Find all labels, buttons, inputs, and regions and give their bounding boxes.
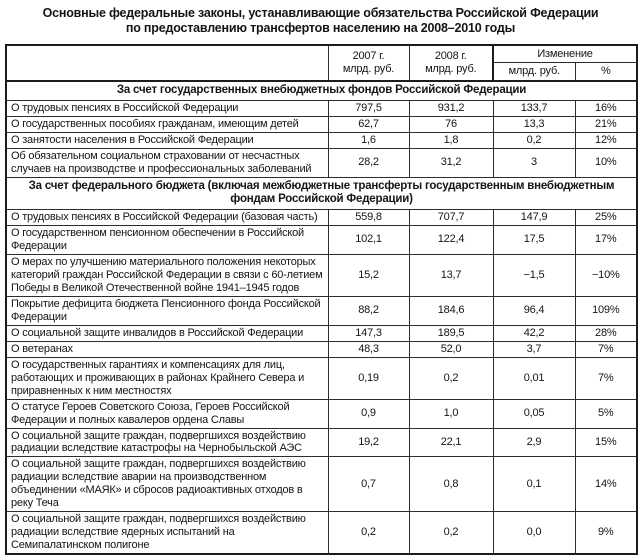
value-cell-change: 13,3 <box>493 116 575 132</box>
law-name-cell: О занятости населения в Российской Федерации <box>6 132 328 148</box>
value-cell-v2008: 931,2 <box>409 101 493 117</box>
value-cell-v2008: 0,2 <box>409 512 493 554</box>
value-cell-v2008: 0,8 <box>409 457 493 512</box>
value-cell-v2008: 22,1 <box>409 428 493 457</box>
section-header-row <box>6 81 637 100</box>
table-row <box>6 399 637 428</box>
value-cell-change: 0,01 <box>493 357 575 399</box>
value-cell-v2008: 76 <box>409 116 493 132</box>
value-cell-v2007: 1,6 <box>328 132 409 148</box>
value-cell-v2008: 189,5 <box>409 325 493 341</box>
value-cell-v2007: 0,19 <box>328 357 409 399</box>
value-cell-v2007: 48,3 <box>328 341 409 357</box>
value-cell-change: 3 <box>493 148 575 177</box>
value-cell-change: 0,1 <box>493 457 575 512</box>
table-row <box>6 325 637 341</box>
table-row <box>6 296 637 325</box>
value-cell-percent: −10% <box>575 254 637 296</box>
column-header-change: Изменение <box>493 45 637 63</box>
value-cell-change: 133,7 <box>493 101 575 117</box>
table-row <box>6 116 637 132</box>
table-row <box>6 225 637 254</box>
law-name-cell: О социальной защите инвалидов в Российской Федерации <box>6 325 328 341</box>
table-row <box>6 428 637 457</box>
value-cell-v2007: 19,2 <box>328 428 409 457</box>
year-2007-label: 2007 г. <box>352 50 385 62</box>
value-cell-percent: 109% <box>575 296 637 325</box>
value-cell-change: 0,05 <box>493 399 575 428</box>
table-row <box>6 357 637 399</box>
value-cell-v2007: 62,7 <box>328 116 409 132</box>
table-row <box>6 254 637 296</box>
value-cell-change: 0,2 <box>493 132 575 148</box>
value-cell-change: 0,0 <box>493 512 575 554</box>
value-cell-percent: 7% <box>575 341 637 357</box>
law-name-cell: О социальной защите граждан, подвергшихся воздействию радиации вследствие катастрофы на Чернобыльской АЭС <box>6 428 328 457</box>
value-cell-v2008: 31,2 <box>409 148 493 177</box>
law-name-cell: О ветеранах <box>6 341 328 357</box>
value-cell-v2008: 707,7 <box>409 209 493 225</box>
value-cell-v2008: 184,6 <box>409 296 493 325</box>
column-header-change-unit: млрд. руб. <box>493 63 575 81</box>
value-cell-v2008: 0,2 <box>409 357 493 399</box>
value-cell-v2007: 0,9 <box>328 399 409 428</box>
section-title: За счет федерального бюджета (включая межбюджетные трансферты государственным внебюджетным фондам Российской Федерации) <box>6 177 637 209</box>
table-row <box>6 512 637 554</box>
table-row <box>6 132 637 148</box>
value-cell-v2008: 122,4 <box>409 225 493 254</box>
table-header <box>6 45 637 82</box>
value-cell-v2007: 102,1 <box>328 225 409 254</box>
table-row <box>6 209 637 225</box>
law-name-cell: О социальной защите граждан, подвергшихся воздействию радиации вследствие ядерных испытаний на Семипалатинском полигоне <box>6 512 328 554</box>
law-name-cell: О статусе Героев Советского Союза, Героев Российской Федерации и полных кавалеров ордена Славы <box>6 399 328 428</box>
law-name-cell: О социальной защите граждан, подвергшихся воздействию радиации вследствие аварии на производственном объединении «МАЯК» и сбросов радиоактивных отходов в реку Теча <box>6 457 328 512</box>
value-cell-percent: 21% <box>575 116 637 132</box>
transfers-table <box>5 44 638 555</box>
section-title: За счет государственных внебюджетных фондов Российской Федерации <box>6 81 637 100</box>
table-row <box>6 148 637 177</box>
value-cell-percent: 16% <box>575 101 637 117</box>
law-name-cell: О государственном пенсионном обеспечении в Российской Федерации <box>6 225 328 254</box>
column-header-2008 <box>409 45 493 82</box>
value-cell-v2007: 147,3 <box>328 325 409 341</box>
corner-cell <box>6 45 328 82</box>
value-cell-v2007: 15,2 <box>328 254 409 296</box>
value-cell-percent: 25% <box>575 209 637 225</box>
value-cell-percent: 9% <box>575 512 637 554</box>
law-name-cell: О трудовых пенсиях в Российской Федерации <box>6 101 328 117</box>
law-name-cell: О мерах по улучшению материального положения некоторых категорий граждан Российской Федерации в связи с 60-летием Победы в Великой Отечественной войне 1941–1945 годов <box>6 254 328 296</box>
value-cell-change: 17,5 <box>493 225 575 254</box>
value-cell-v2007: 88,2 <box>328 296 409 325</box>
value-cell-v2008: 1,8 <box>409 132 493 148</box>
page-title: Основные федеральные законы, устанавливающие обязательства Российской Федерации по предоставлению трансфертов населению на 2008–2010 годы <box>42 6 599 36</box>
value-cell-percent: 10% <box>575 148 637 177</box>
value-cell-v2008: 52,0 <box>409 341 493 357</box>
value-cell-percent: 7% <box>575 357 637 399</box>
column-header-2007 <box>328 45 409 82</box>
unit-2007-label: млрд. руб. <box>342 62 395 75</box>
unit-2008-label: млрд. руб. <box>425 62 477 75</box>
value-cell-v2008: 13,7 <box>409 254 493 296</box>
table-row <box>6 101 637 117</box>
value-cell-change: −1,5 <box>493 254 575 296</box>
value-cell-v2008: 1,0 <box>409 399 493 428</box>
value-cell-v2007: 559,8 <box>328 209 409 225</box>
law-name-cell: О трудовых пенсиях в Российской Федерации (базовая часть) <box>6 209 328 225</box>
column-header-change-percent: % <box>575 63 637 81</box>
value-cell-change: 42,2 <box>493 325 575 341</box>
value-cell-v2007: 0,7 <box>328 457 409 512</box>
value-cell-change: 96,4 <box>493 296 575 325</box>
law-name-cell: Покрытие дефицита бюджета Пенсионного фонда Российской Федерации <box>6 296 328 325</box>
value-cell-percent: 5% <box>575 399 637 428</box>
value-cell-v2007: 28,2 <box>328 148 409 177</box>
value-cell-percent: 28% <box>575 325 637 341</box>
value-cell-percent: 14% <box>575 457 637 512</box>
value-cell-v2007: 797,5 <box>328 101 409 117</box>
table-row <box>6 341 637 357</box>
value-cell-v2007: 0,2 <box>328 512 409 554</box>
value-cell-percent: 15% <box>575 428 637 457</box>
law-name-cell: Об обязательном социальном страховании от несчастных случаев на производстве и профессиональных заболеваний <box>6 148 328 177</box>
value-cell-change: 2,9 <box>493 428 575 457</box>
value-cell-change: 3,7 <box>493 341 575 357</box>
table-body <box>6 81 637 554</box>
law-name-cell: О государственных гарантиях и компенсациях для лиц, работающих и проживающих в районах Крайнего Севера и приравненных к ним местностях <box>6 357 328 399</box>
value-cell-percent: 12% <box>575 132 637 148</box>
table-row <box>6 457 637 512</box>
value-cell-change: 147,9 <box>493 209 575 225</box>
law-name-cell: О государственных пособиях гражданам, имеющим детей <box>6 116 328 132</box>
year-2008-label: 2008 г. <box>434 50 467 62</box>
value-cell-percent: 17% <box>575 225 637 254</box>
section-header-row <box>6 177 637 209</box>
